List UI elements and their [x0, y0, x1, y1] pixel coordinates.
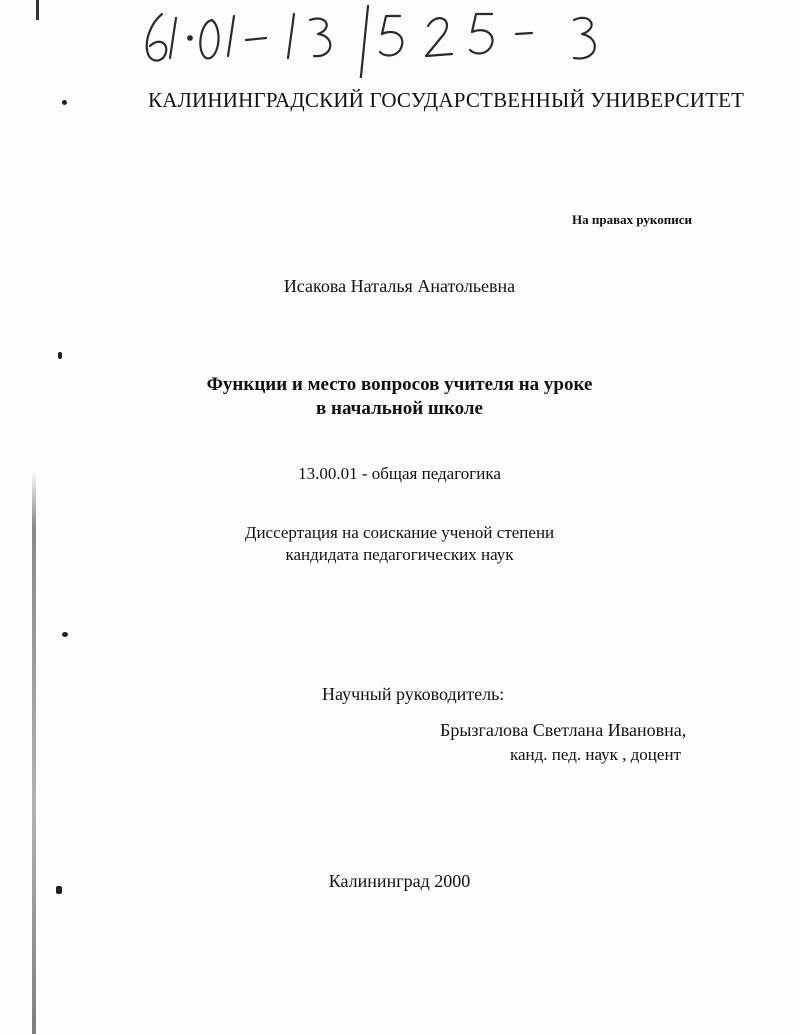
- supervisor-label: Научный руководитель:: [322, 684, 505, 704]
- supervisor-degree: канд. пед. наук , доцент: [510, 745, 681, 764]
- scan-speck: [58, 352, 62, 359]
- handwritten-catalogue-number: [130, 0, 650, 78]
- degree-line-1: Диссертация на соискание ученой степени: [244, 523, 555, 542]
- scan-artifact-top: [36, 0, 39, 20]
- author-name: Исакова Наталья Анатольевна: [283, 276, 516, 296]
- degree-line-2: кандидата педагогических наук: [285, 545, 514, 564]
- supervisor-name: Брызгалова Светлана Ивановна,: [440, 720, 687, 740]
- scan-speck: [62, 100, 67, 105]
- specialty-code: 13.00.01 - общая педагогика: [298, 464, 501, 483]
- thesis-title-line-2: в начальной школе: [315, 398, 483, 419]
- university-name: КАЛИНИНГРАДСКИЙ ГОСУДАРСТВЕННЫЙ УНИВЕРСИТЕТ: [148, 88, 745, 112]
- thesis-title-line-1: Функции и место вопросов учителя на уроке: [206, 374, 593, 395]
- city-year: Калининград 2000: [328, 871, 471, 891]
- scan-speck: [56, 886, 62, 894]
- scan-speck: [62, 632, 68, 637]
- manuscript-rights: На правах рукописи: [572, 212, 692, 227]
